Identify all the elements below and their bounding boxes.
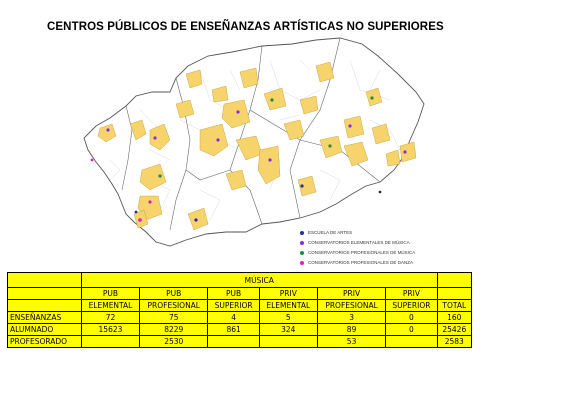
legend-item (300, 238, 415, 248)
marker-conservatorio-elemental (153, 136, 156, 139)
marker-escuela-de-artes (91, 159, 94, 162)
marker-conservatorio-profesional (270, 98, 273, 101)
table-row-label (8, 300, 82, 312)
type-cell: PUB (208, 288, 259, 300)
data-cell (386, 336, 437, 348)
level-cell: ELEMENTAL (81, 300, 139, 312)
legend-dot-icon (300, 241, 304, 245)
data-cell (208, 336, 259, 348)
table-type-row (8, 288, 472, 300)
legend-item (300, 248, 415, 258)
legend-item (300, 258, 415, 268)
data-cell: 3 (317, 312, 385, 324)
type-cell: PRIV (386, 288, 437, 300)
data-cell (259, 336, 317, 348)
marker-conservatorio-elemental (236, 110, 239, 113)
data-cell (81, 336, 139, 348)
data-cell: 160 (437, 312, 471, 324)
level-cell: ELEMENTAL (259, 300, 317, 312)
marker-conservatorio-elemental (403, 150, 406, 153)
marker-conservatorio-elemental (216, 138, 219, 141)
type-cell: PRIV (317, 288, 385, 300)
marker-escuela-de-artes (379, 191, 382, 194)
legend-item (300, 228, 415, 238)
level-cell: PROFESIONAL (140, 300, 208, 312)
map-legend (300, 228, 415, 268)
data-cell: 25426 (437, 324, 471, 336)
row-label-profesorado: PROFESORADO (8, 336, 82, 348)
marker-escuela-de-artes (300, 184, 303, 187)
marker-conservatorio-profesional (328, 144, 331, 147)
data-cell: 4 (208, 312, 259, 324)
data-cell: 15623 (81, 324, 139, 336)
row-label-ensenanzas: ENSEÑANZAS (8, 312, 82, 324)
data-cell: 861 (208, 324, 259, 336)
marker-escuela-de-artes (135, 211, 138, 214)
marker-conservatorio-profesional (158, 174, 161, 177)
data-cell: 324 (259, 324, 317, 336)
marker-conservatorio-elemental (268, 158, 271, 161)
page-title: CENTROS PÚBLICOS DE ENSEÑANZAS ARTÍSTICAS NO SUPERIORES (47, 21, 444, 33)
data-cell: 2530 (140, 336, 208, 348)
table-level-row (8, 300, 472, 312)
group-header-musica: MÚSICA (81, 273, 437, 288)
legend-label: ESCUELA DE ARTES (308, 230, 353, 235)
marker-conservatorio-danza (148, 200, 151, 203)
type-cell (437, 288, 471, 300)
legend-label: CONSERVATORIOS ELEMENTALES DE MÚSICA (308, 240, 410, 245)
table-header-cell (437, 273, 471, 288)
data-cell: 75 (140, 312, 208, 324)
legend-dot-icon (300, 231, 304, 235)
data-cell: 8229 (140, 324, 208, 336)
legend-dot-icon (300, 261, 304, 265)
table-corner-cell (8, 273, 82, 288)
legend-dot-icon (300, 251, 304, 255)
type-cell: PUB (81, 288, 139, 300)
legend-label: CONSERVATORIOS PROFESIONALES DE DANZA (308, 260, 413, 265)
type-cell: PUB (140, 288, 208, 300)
data-cell: 2583 (437, 336, 471, 348)
type-cell: PRIV (259, 288, 317, 300)
data-cell: 89 (317, 324, 385, 336)
legend-label: CONSERVATORIOS PROFESIONALES DE MÚSICA (308, 250, 416, 255)
marker-conservatorio-danza (138, 218, 142, 222)
level-cell: SUPERIOR (386, 300, 437, 312)
table-row (8, 324, 472, 336)
data-cell: 72 (81, 312, 139, 324)
marker-conservatorio-elemental (106, 128, 109, 131)
data-cell: 5 (259, 312, 317, 324)
data-cell: 53 (317, 336, 385, 348)
data-cell: 0 (386, 312, 437, 324)
level-cell: TOTAL (437, 300, 471, 312)
marker-conservatorio-elemental (348, 124, 351, 127)
table-row (8, 312, 472, 324)
level-cell: SUPERIOR (208, 300, 259, 312)
marker-escuela-de-artes (194, 218, 197, 221)
table-row (8, 336, 472, 348)
level-cell: PROFESIONAL (317, 300, 385, 312)
row-label-alumnado: ALUMNADO (8, 324, 82, 336)
summary-table (7, 272, 472, 348)
table-header-row (8, 273, 472, 288)
data-cell: 0 (386, 324, 437, 336)
marker-conservatorio-profesional (370, 96, 373, 99)
table-row-label (8, 288, 82, 300)
